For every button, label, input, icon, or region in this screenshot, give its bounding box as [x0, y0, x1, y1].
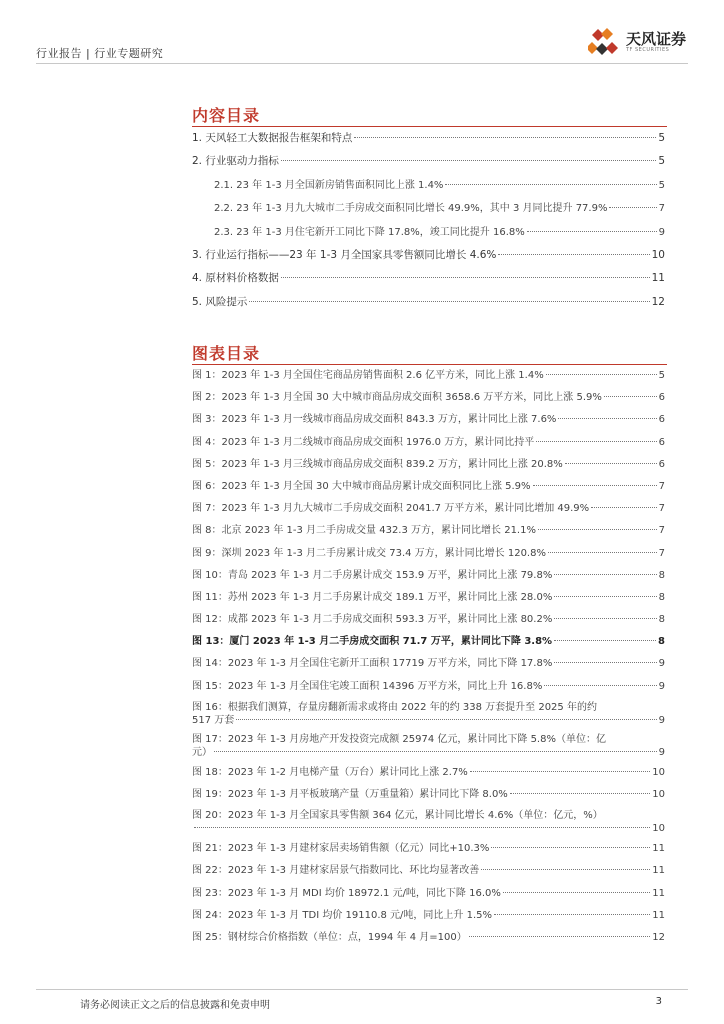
toc-entry-title: 5. 风险提示 [192, 295, 248, 308]
toc-entry[interactable] [192, 221, 665, 244]
figure-entry-page: 6 [658, 414, 665, 426]
figure-entry-title: 图 3：2023 年 1-3 月一线城市商品房成交面积 843.3 万方，累计同比上涨 7.6% [192, 414, 557, 426]
figure-entry-title: 图 24：2023 年 1-3 月 TDI 均价 19110.8 元/吨，同比上升 1.5% [192, 909, 492, 921]
figure-entry-page: 9 [658, 746, 665, 758]
figure-entry-title-cont: 517 万套 [192, 714, 235, 726]
toc-leader-dots [214, 751, 657, 752]
figure-entry[interactable] [192, 860, 665, 882]
figure-entry-page: 6 [658, 436, 665, 448]
figure-entry-line2 [192, 746, 665, 759]
figure-entry-page: 11 [652, 843, 665, 855]
toc-entry-page: 10 [651, 248, 665, 261]
figure-entry-page: 7 [658, 525, 665, 537]
figure-entry-title: 图 16：根据我们测算，存量房翻新需求或将由 2022 年的约 338 万套提升至 2025 年的约 [192, 701, 597, 713]
footer-divider [36, 989, 688, 990]
figure-entry[interactable] [192, 365, 665, 387]
header-divider [36, 63, 688, 64]
figure-entry[interactable] [192, 432, 665, 454]
toc-leader-dots [554, 640, 656, 641]
page-number: 3 [655, 996, 662, 1007]
figure-entry-title: 图 8：北京 2023 年 1-3 月二手房成交量 432.3 万方，累计同比增长 21.1% [192, 525, 536, 537]
toc-leader-dots [469, 936, 651, 937]
toc-entry-title: 1. 天风轻工大数据报告框架和特点 [192, 132, 353, 144]
toc-leader-dots [249, 301, 649, 302]
toc-leader-dots [554, 574, 656, 575]
figure-entry-page: 10 [652, 789, 665, 800]
figure-entry[interactable] [192, 730, 665, 762]
figure-entry-title: 图 22：2023 年 1-3 月建材家居景气指数同比、环比均显著改善 [192, 865, 480, 877]
figure-entry-title: 图 15：2023 年 1-3 月全国住宅竣工面积 14396 万平方米，同比上升 16.8% [192, 680, 543, 692]
figure-entry-title: 图 2：2023 年 1-3 月全国 30 大中城市商品房成交面积 3658.6 万平方米，同比上涨 5.9% [192, 392, 602, 404]
contents-title: 内容目录 [192, 106, 261, 125]
toc-leader-dots [470, 771, 650, 772]
toc-leader-dots [445, 184, 656, 185]
figure-entry-page: 11 [652, 909, 665, 921]
figure-entry-title-cont: 元） [192, 746, 212, 758]
toc-leader-dots [544, 685, 656, 686]
toc-leader-dots [538, 529, 657, 530]
toc-leader-dots [554, 596, 656, 597]
figure-entry[interactable] [192, 631, 665, 653]
figure-entry-title: 图 20：2023 年 1-3 月全国家具零售额 364 亿元，累计同比增长 4.6%（单位：亿元，%） [192, 810, 603, 822]
toc-leader-dots [510, 793, 650, 794]
figure-entry[interactable] [192, 883, 665, 905]
figure-entry-line2 [192, 822, 665, 835]
figure-entry-title: 图 19：2023 年 1-3 月平板玻璃产量（万重量箱）累计同比下降 8.0% [192, 789, 508, 800]
figure-entry[interactable] [192, 927, 665, 949]
figure-entry[interactable] [192, 565, 665, 587]
toc-leader-dots [591, 507, 656, 508]
toc-leader-dots [554, 618, 656, 619]
figure-entry-title: 图 9：深圳 2023 年 1-3 月二手房累计成交 73.4 万方，累计同比增长 120.8% [192, 547, 546, 559]
toc-leader-dots [533, 485, 657, 486]
figure-entry[interactable] [192, 698, 665, 730]
figure-entry[interactable] [192, 806, 665, 838]
toc-leader-dots [546, 374, 657, 375]
figure-entry[interactable] [192, 762, 665, 784]
figure-entry[interactable] [192, 409, 665, 431]
toc-leader-dots [503, 892, 650, 893]
toc-leader-dots [481, 869, 650, 870]
figure-entry-title: 图 18：2023 年 1-2 月电梯产量（万台）累计同比上涨 2.7% [192, 766, 468, 778]
header-text: 行业报告 | 行业专题研究 [36, 47, 164, 60]
toc-leader-dots [491, 847, 650, 848]
toc-entry[interactable] [192, 291, 665, 314]
toc-leader-dots [281, 160, 656, 161]
toc-leader-dots [527, 231, 657, 232]
figure-entry-page: 9 [658, 680, 665, 692]
figure-entry-title: 图 10：青岛 2023 年 1-3 月二手房累计成交 153.9 万平，累计同比上涨 79.8% [192, 569, 553, 581]
figures-list [192, 365, 665, 949]
toc-leader-dots [536, 441, 656, 442]
figure-entry-page: 10 [652, 766, 665, 778]
toc-entry-title: 2.2. 23 年 1-3 月九大城市二手房成交面积同比增长 49.9%，其中 3 月同比提升 77.9% [214, 203, 608, 215]
figure-entry-title: 图 17：2023 年 1-3 月房地产开发投资完成额 25974 亿元，累计同比下降 5.8%（单位：亿 [192, 733, 606, 745]
figure-entry-title: 图 14：2023 年 1-3 月全国住宅新开工面积 17719 万平方米，同比下降 17.8% [192, 658, 553, 670]
figure-entry-page: 8 [658, 614, 665, 626]
figure-entry-page: 5 [658, 370, 665, 381]
figure-entry[interactable] [192, 543, 665, 565]
figure-entry[interactable] [192, 784, 665, 806]
toc-leader-dots [498, 254, 649, 255]
toc-leader-dots [565, 463, 657, 464]
figure-entry[interactable] [192, 520, 665, 542]
figure-entry-title: 图 5：2023 年 1-3 月三线城市商品房成交面积 839.2 万方，累计同比上涨 20.8% [192, 458, 563, 470]
toc-entry-title: 4. 原材料价格数据 [192, 272, 279, 285]
logo-subtitle: TF SECURITIES [625, 47, 670, 53]
figure-entry-title: 图 13：厦门 2023 年 1-3 月二手房成交面积 71.7 万平，累计同比下降 3.8% [192, 636, 553, 648]
toc-entry[interactable] [192, 150, 665, 173]
toc-entry-page: 5 [658, 179, 665, 191]
toc-entry[interactable] [192, 197, 665, 220]
figure-entry[interactable] [192, 838, 665, 860]
figure-entry-page: 6 [658, 458, 665, 470]
figure-entry-page: 7 [658, 547, 665, 559]
figure-entry-title: 图 4：2023 年 1-3 月二线城市商品房成交面积 1976.0 万方，累计同比持平 [192, 436, 535, 448]
figure-entry[interactable] [192, 476, 665, 498]
toc-entry-page: 12 [651, 295, 665, 308]
figure-entry-page: 9 [658, 658, 665, 670]
figure-entry-title: 图 6：2023 年 1-3 月全国 30 大中城市商品房累计成交面积同比上涨 5.9% [192, 480, 531, 492]
footer-disclaimer: 请务必阅读正文之后的信息披露和免责申明 [80, 1000, 270, 1011]
figure-entry[interactable] [192, 587, 665, 609]
figure-entry-page: 6 [658, 392, 665, 404]
figure-entry-page: 7 [658, 503, 665, 515]
figure-entry-title: 图 1：2023 年 1-3 月全国住宅商品房销售面积 2.6 亿平方米，同比上涨 1.4% [192, 370, 544, 381]
toc-entry-title: 3. 行业运行指标——23 年 1-3 月全国家具零售额同比增长 4.6% [192, 248, 497, 261]
figures-title: 图表目录 [192, 344, 261, 363]
figure-entry-title: 图 25：钢材综合价格指数（单位：点，1994 年 4 月=100） [192, 931, 467, 943]
toc-leader-dots [194, 827, 650, 828]
figure-entry[interactable] [192, 387, 665, 409]
figure-entry-title: 图 12：成都 2023 年 1-3 月二手房成交面积 593.3 万平，累计同比上涨 80.2% [192, 614, 553, 626]
company-logo [588, 26, 686, 58]
contents-list [192, 127, 665, 314]
figure-entry[interactable] [192, 653, 665, 675]
toc-entry[interactable] [192, 267, 665, 290]
figure-entry[interactable] [192, 498, 665, 520]
toc-leader-dots [548, 552, 657, 553]
toc-entry[interactable] [192, 244, 665, 267]
toc-entry-title: 2. 行业驱动力指标 [192, 155, 279, 168]
figure-entry-page: 8 [658, 636, 665, 648]
figure-entry-page: 7 [658, 480, 665, 492]
toc-entry-page: 7 [658, 203, 665, 215]
figure-entry-page: 8 [658, 591, 665, 603]
logo-name: 天风证券 [625, 30, 686, 48]
figure-entry[interactable] [192, 609, 665, 631]
toc-leader-dots [281, 277, 650, 278]
figure-entry-title: 图 23：2023 年 1-3 月 MDI 均价 18972.1 元/吨，同比下降 16.0% [192, 887, 501, 899]
figure-entry-page: 12 [652, 931, 665, 943]
figure-entry-title: 图 21：2023 年 1-3 月建材家居卖场销售额（亿元）同比+10.3% [192, 843, 490, 855]
figure-entry[interactable] [192, 676, 665, 698]
figure-entry-title: 图 11：苏州 2023 年 1-3 月二手房累计成交 189.1 万平，累计同比上涨 28.0% [192, 591, 553, 603]
figure-entry[interactable] [192, 454, 665, 476]
figure-entry[interactable] [192, 905, 665, 927]
toc-entry[interactable] [192, 174, 665, 197]
toc-entry-title: 2.3. 23 年 1-3 月住宅新开工同比下降 17.8%，竣工同比提升 16.8% [214, 226, 525, 238]
toc-entry-page: 5 [658, 132, 665, 144]
toc-leader-dots [494, 914, 650, 915]
toc-leader-dots [554, 662, 656, 663]
toc-entry-page: 5 [658, 155, 665, 168]
figure-entry-page: 11 [652, 865, 665, 877]
toc-leader-dots [236, 719, 656, 720]
figure-entry-page: 11 [652, 887, 665, 899]
figure-entry-page: 8 [658, 569, 665, 581]
toc-entry-page: 9 [658, 226, 665, 238]
figure-entry-line2 [192, 714, 665, 727]
figure-entry-page: 10 [652, 823, 665, 835]
toc-entry-page: 11 [651, 272, 665, 285]
toc-leader-dots [609, 207, 656, 208]
toc-leader-dots [604, 396, 657, 397]
toc-leader-dots [354, 137, 656, 138]
toc-entry-title: 2.1. 23 年 1-3 月全国新房销售面积同比上涨 1.4% [214, 179, 444, 191]
figure-entry-title: 图 7：2023 年 1-3 月九大城市二手房成交面积 2041.7 万平方米，累计同比增加 49.9% [192, 503, 590, 515]
toc-leader-dots [558, 418, 656, 419]
toc-entry[interactable] [192, 127, 665, 150]
figure-entry-page: 9 [658, 714, 665, 726]
logo-icon [588, 26, 622, 58]
